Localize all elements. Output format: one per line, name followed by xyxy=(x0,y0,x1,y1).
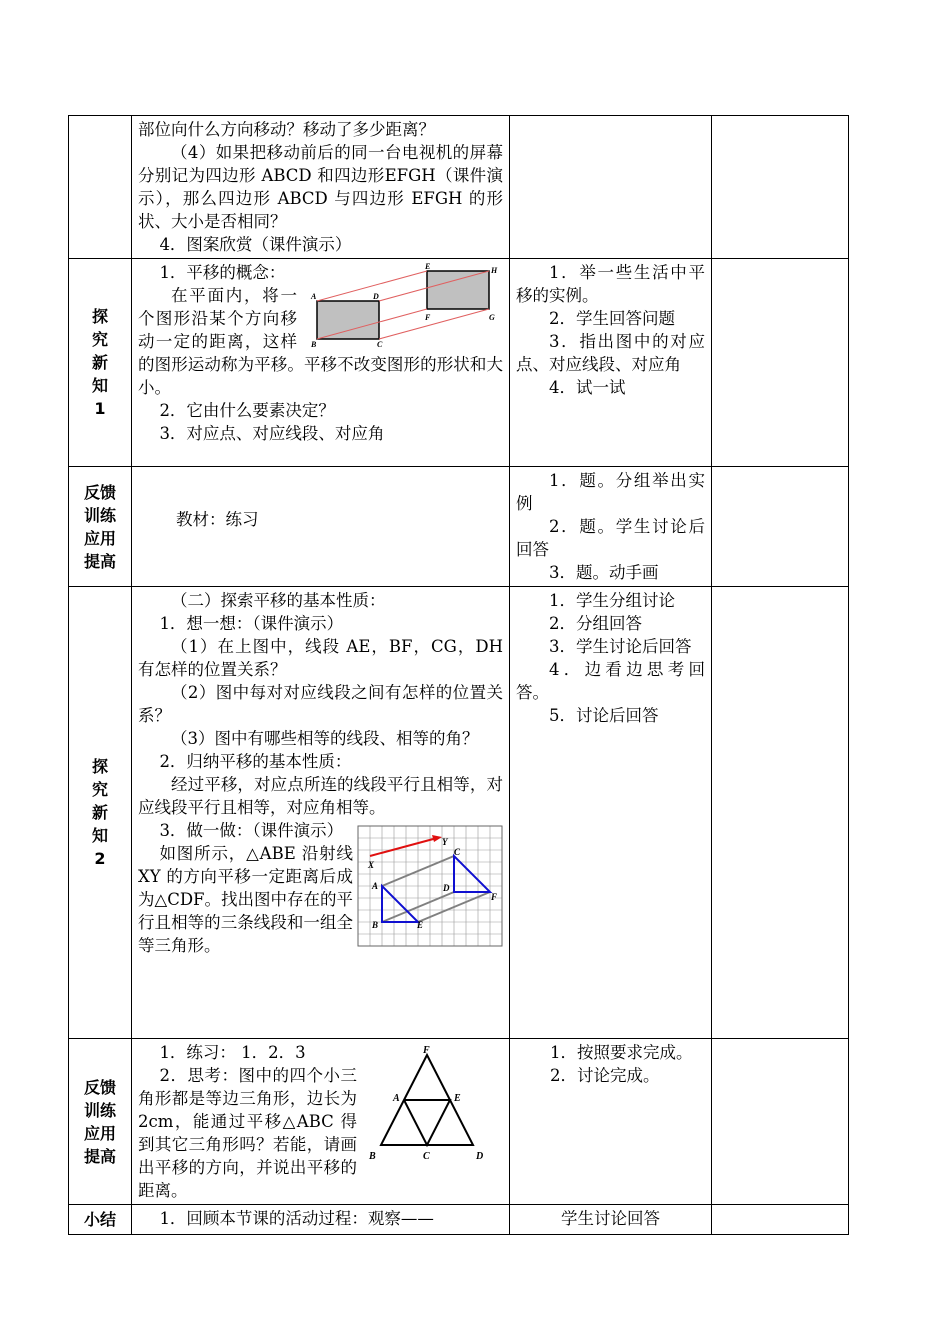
point-label: E xyxy=(417,920,424,930)
text-line: 1．平移的概念： xyxy=(159,263,286,282)
activity-item: 2．分组回答 xyxy=(549,614,642,633)
content-cell xyxy=(132,259,510,467)
text-line: 3．做一做：（课件演示） xyxy=(159,821,344,840)
notes-cell xyxy=(712,259,849,467)
point-label: F xyxy=(491,892,498,902)
point-label: C xyxy=(377,340,383,347)
activity-item: 2．题。学生讨论后回答 xyxy=(516,517,705,559)
text-line: 如图所示，△ABE 沿射线 XY 的方向平移一定距离后成为△CDF。找出图中存在的平行且相等的三条线段和一组全等三角形。 xyxy=(138,844,353,955)
activity-item: 3．学生讨论后回答 xyxy=(549,637,692,656)
rectangle-efgh xyxy=(427,271,489,309)
text-line: （二）探索平移的基本性质： xyxy=(171,591,386,610)
text-line: （2）图中每对对应线段之间有怎样的位置关系？ xyxy=(138,683,503,725)
activity-item: 1．题。分组举出实例 xyxy=(516,471,705,513)
point-label: D xyxy=(373,292,379,301)
point-label: C xyxy=(454,847,461,857)
translation-path xyxy=(382,856,490,922)
text-line: 1．想一想：（课件演示） xyxy=(159,614,344,633)
activity-item: 2．讨论完成。 xyxy=(550,1066,660,1085)
content-cell xyxy=(132,116,510,259)
point-label: A xyxy=(393,1093,400,1104)
text-line: 2．它由什么要素决定？ xyxy=(159,401,335,420)
row-label: 探 究 新 知 1 xyxy=(69,259,132,467)
text-line: （4）如果把移动前后的同一台电视机的屏幕分别记为四边形 ABCD 和四边形EFGH（课件演示），那么四边形 ABCD 与四边形 EFGH 的形状、大小是否相同？ xyxy=(138,143,503,231)
notes-cell xyxy=(712,467,849,587)
content-cell xyxy=(132,467,510,587)
activity-item: 3．题。动手画 xyxy=(549,563,659,582)
row-label: 探 究 新 知 2 xyxy=(69,587,132,1039)
point-label: A xyxy=(311,292,317,301)
point-label: E xyxy=(425,263,431,271)
row-label: 小结 xyxy=(69,1205,132,1235)
activity-item: 1．学生分组讨论 xyxy=(549,591,675,610)
text-line: 教材：练习 xyxy=(176,510,259,529)
table-row xyxy=(69,1039,849,1205)
point-label: A xyxy=(372,881,379,891)
triangle-abe xyxy=(382,886,418,922)
text-line: 3．对应点、对应线段、对应角 xyxy=(159,424,385,443)
point-label: B xyxy=(369,1151,376,1162)
table-row xyxy=(69,587,849,1039)
activity-cell xyxy=(510,467,712,587)
lesson-plan-table xyxy=(68,115,849,1235)
ray-arrowhead xyxy=(432,835,442,842)
ray-xy xyxy=(370,838,437,856)
label-cell-empty xyxy=(69,116,132,259)
point-label: X xyxy=(368,860,375,870)
activity-cell xyxy=(510,1205,712,1235)
point-label: D xyxy=(476,1151,484,1162)
text-line: 1．回顾本节课的活动过程：观察—— xyxy=(159,1209,434,1228)
rectangle-abcd xyxy=(317,301,379,339)
activity-item: 4．边看边思考回答。 xyxy=(516,660,705,702)
text-line: 1．练习： 1．2．3 xyxy=(159,1043,306,1062)
activity-cell-empty xyxy=(510,116,712,259)
activity-item: 1．举一些生活中平移的实例。 xyxy=(516,263,705,305)
text-line: （3）图中有哪些相等的线段、相等的角？ xyxy=(171,729,479,748)
text-line: 4．图案欣赏（课件演示） xyxy=(159,235,352,254)
activity-item: 4．试一试 xyxy=(549,378,626,397)
table-row xyxy=(69,116,849,259)
activity-item: 3．指出图中的对应点、对应线段、对应角 xyxy=(516,332,705,374)
text-line: 2．思考：图中的四个小三角形都是等边三角形，边长为 2cm，能通过平移△ABC 得到其它三角形吗？若能，请画出平移的方向，并说出平移的距离。 xyxy=(138,1066,357,1200)
row-label: 反馈 训练 应用 提高 xyxy=(69,467,132,587)
point-label: C xyxy=(423,1151,430,1162)
point-label: F xyxy=(425,313,431,322)
table-row xyxy=(69,1205,849,1235)
point-label: Y xyxy=(442,837,448,847)
table-row xyxy=(69,259,849,467)
text-line: （1）在上图中，线段 AE，BF，CG，DH 有怎样的位置关系？ xyxy=(138,637,503,679)
content-cell xyxy=(132,1039,510,1205)
activity-cell xyxy=(510,587,712,1039)
row-label: 反馈 训练 应用 提高 xyxy=(69,1039,132,1205)
grid xyxy=(358,826,502,946)
activity-item: 5．讨论后回答 xyxy=(549,706,659,725)
activity-item: 2．学生回答问题 xyxy=(549,309,675,328)
point-label: H xyxy=(491,266,498,275)
equilateral-triangles-figure xyxy=(363,1043,503,1165)
point-label: E xyxy=(454,1093,461,1104)
activity-item: 1．按照要求完成。 xyxy=(550,1043,693,1062)
activity-cell xyxy=(510,1039,712,1205)
notes-cell xyxy=(712,116,849,259)
notes-cell xyxy=(712,587,849,1039)
activity-cell xyxy=(510,259,712,467)
point-label: B xyxy=(311,340,317,347)
text-line: 2．归纳平移的基本性质： xyxy=(159,752,352,771)
text-line: 部位向什么方向移动？移动了多少距离？ xyxy=(138,120,435,139)
notes-cell xyxy=(712,1205,849,1235)
notes-cell xyxy=(712,1039,849,1205)
point-label: D xyxy=(443,883,450,893)
text-line: 经过平移，对应点所连的线段平行且相等，对应线段平行且相等，对应角相等。 xyxy=(138,775,503,817)
table-row xyxy=(69,467,849,587)
activity-item: 学生讨论回答 xyxy=(561,1209,660,1228)
content-cell xyxy=(132,587,510,1039)
point-label: B xyxy=(372,920,379,930)
text-line: 在平面内，将一个图形沿某个方向移动一定的距离，这样的图形运动称为平移。平移不改变图形的形状和大小。 xyxy=(138,286,503,397)
content-cell xyxy=(132,1205,510,1235)
translation-rectangles-figure xyxy=(303,263,503,347)
point-label: G xyxy=(489,313,495,322)
grid-translation-figure xyxy=(357,825,503,947)
point-label: F xyxy=(423,1045,430,1056)
